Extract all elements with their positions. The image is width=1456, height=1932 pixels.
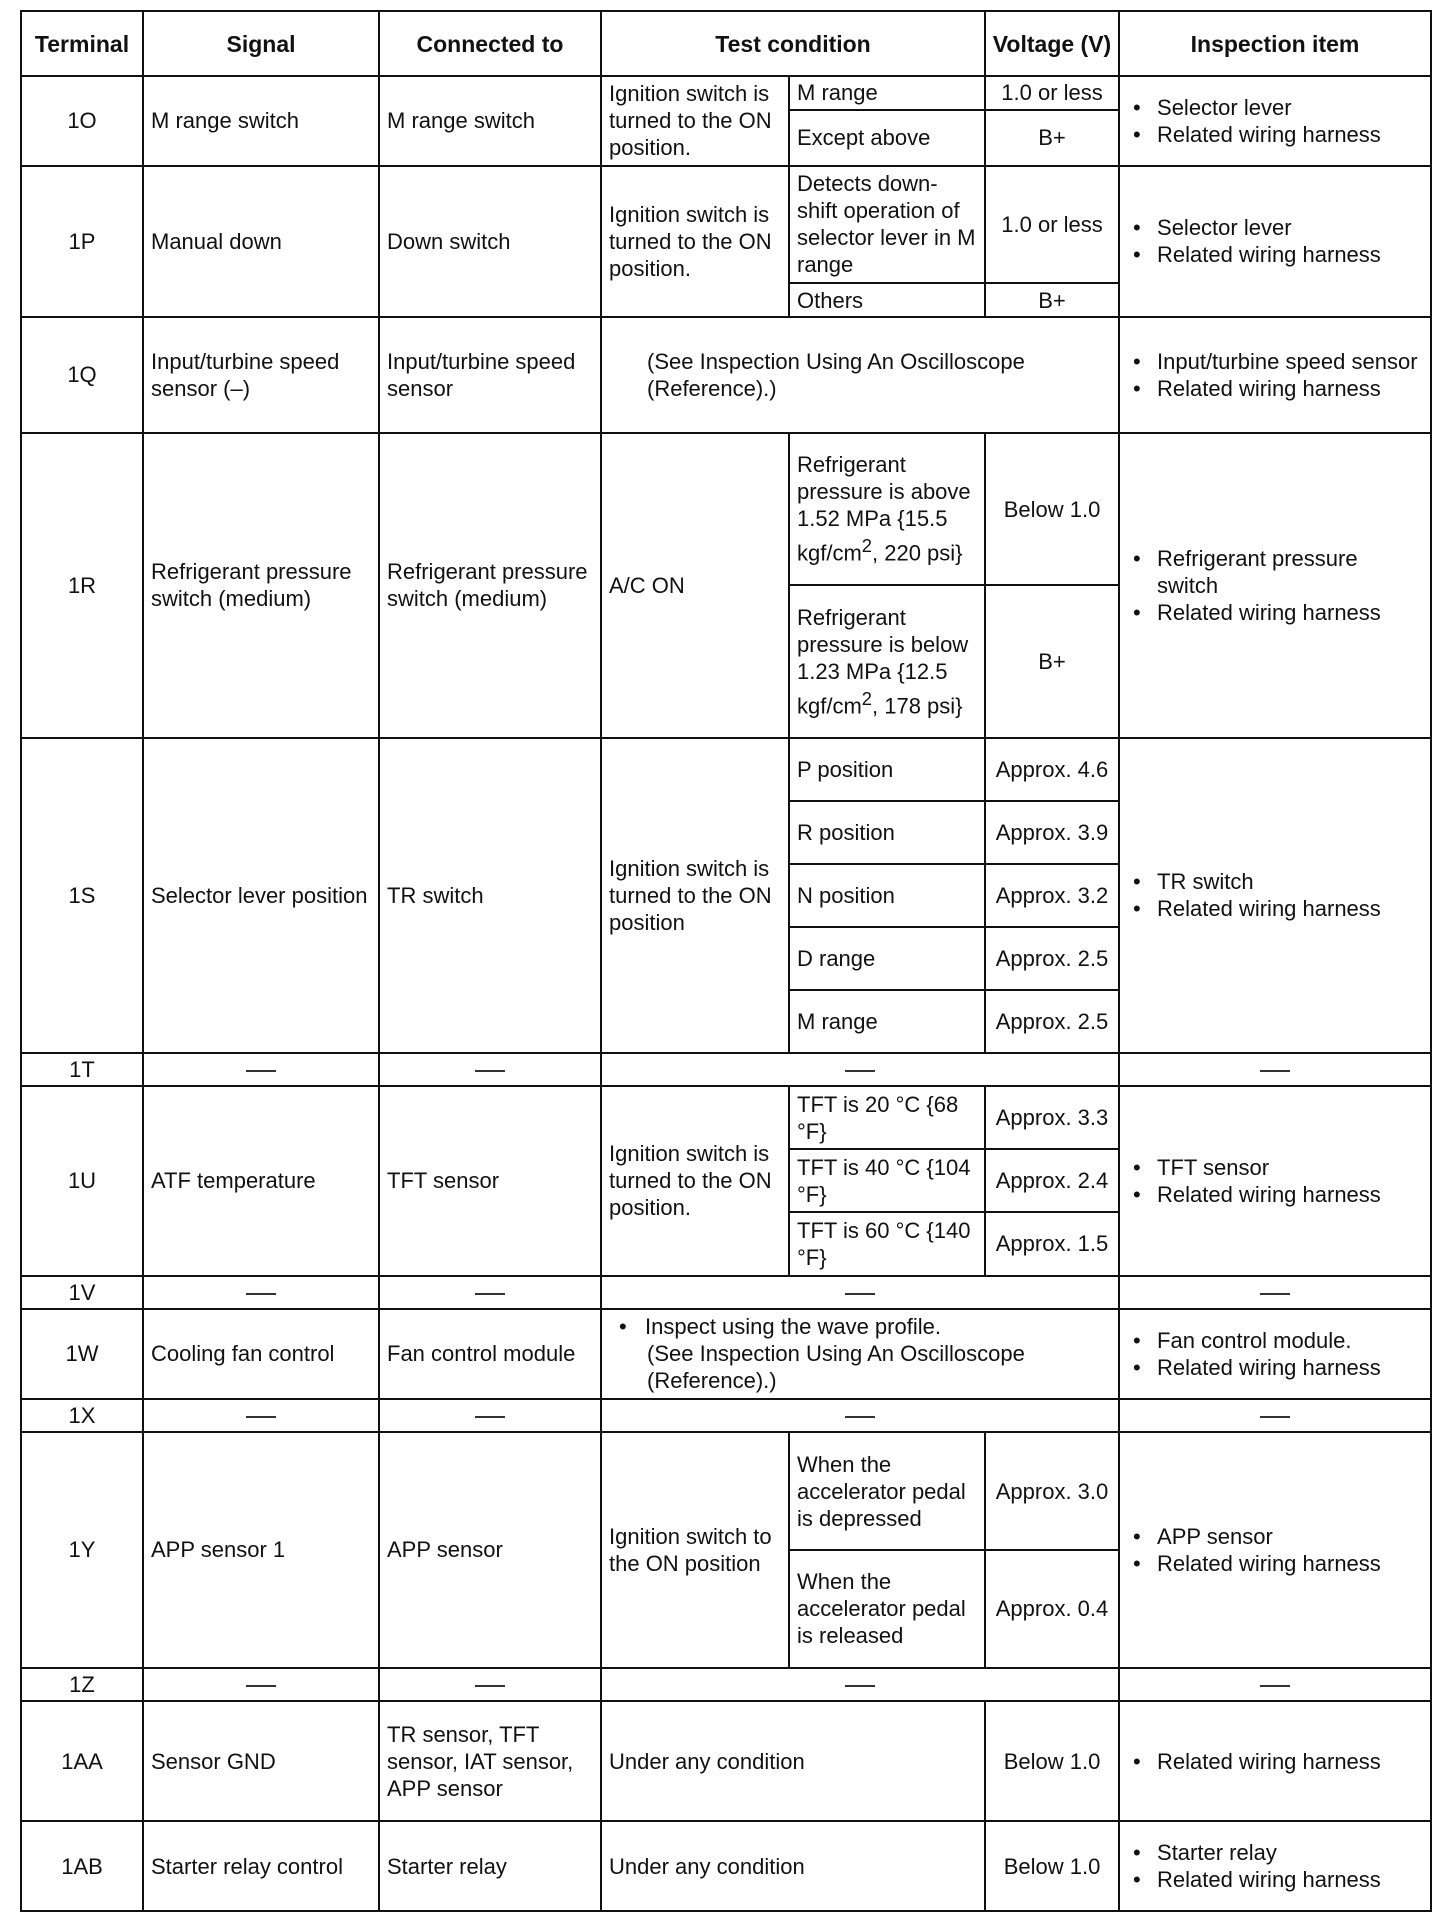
test-condition-cell: Ignition switch to the ON position — [601, 1432, 789, 1668]
signal-cell: Sensor GND — [143, 1701, 379, 1821]
terminal-cell: 1Q — [21, 317, 143, 433]
dash-cell — [379, 1668, 601, 1702]
table-row — [21, 166, 1431, 284]
dash-mark — [1260, 1416, 1290, 1418]
terminal-cell: 1AB — [21, 1821, 143, 1911]
voltage-cell: Approx. 0.4 — [985, 1550, 1119, 1668]
inspection-item: • Related wiring harness — [1127, 121, 1423, 148]
inspection-item: • Related wiring harness — [1127, 599, 1423, 626]
inspection-item: • Related wiring harness — [1127, 895, 1423, 922]
terminal-cell: 1U — [21, 1086, 143, 1275]
sub-condition-cell: Detects down-shift operation of selector lever in M range — [789, 166, 985, 284]
dash-cell — [601, 1276, 1119, 1310]
sub-condition-cell: When the accelerator pedal is released — [789, 1550, 985, 1668]
table-header-row — [21, 11, 1431, 76]
terminal-cell: 1O — [21, 76, 143, 165]
dash-mark — [246, 1685, 276, 1687]
table-row — [21, 1309, 1431, 1398]
voltage-cell: Below 1.0 — [985, 433, 1119, 585]
inspection-item: • Refrigerant pressure switch — [1127, 545, 1423, 599]
voltage-cell: 1.0 or less — [985, 166, 1119, 284]
inspection-item: • Selector lever — [1127, 214, 1423, 241]
connected-cell: TFT sensor — [379, 1086, 601, 1275]
voltage-cell: Approx. 3.9 — [985, 801, 1119, 864]
voltage-cell: Below 1.0 — [985, 1701, 1119, 1821]
dash-mark — [475, 1685, 505, 1687]
signal-cell: APP sensor 1 — [143, 1432, 379, 1668]
inspection-item: • APP sensor — [1127, 1523, 1423, 1550]
inspection-item: • Starter relay — [1127, 1839, 1423, 1866]
table-row — [21, 1086, 1431, 1149]
sub-condition-cell: TFT is 40 °C {104 °F} — [789, 1149, 985, 1212]
test-condition-item: • Inspect using the wave profile. — [609, 1313, 1111, 1340]
test-condition-cell: Ignition switch is turned to the ON position — [601, 738, 789, 1053]
table-row — [21, 1432, 1431, 1550]
signal-cell: Input/turbine speed sensor (–) — [143, 317, 379, 433]
connected-cell: Down switch — [379, 166, 601, 317]
test-condition-cell — [601, 1309, 1119, 1398]
table-row — [21, 433, 1431, 585]
dash-mark — [475, 1070, 505, 1072]
terminal-voltage-table — [20, 10, 1432, 1912]
dash-cell — [601, 1399, 1119, 1433]
connected-cell: Input/turbine speed sensor — [379, 317, 601, 433]
test-condition-cell: Ignition switch is turned to the ON position. — [601, 76, 789, 165]
connected-cell: TR sensor, TFT sensor, IAT sensor, APP sensor — [379, 1701, 601, 1821]
header-test-condition: Test condition — [601, 11, 985, 76]
dash-mark — [1260, 1685, 1290, 1687]
inspection-cell — [1119, 1309, 1431, 1398]
voltage-cell: Approx. 2.5 — [985, 927, 1119, 990]
inspection-cell — [1119, 1432, 1431, 1668]
terminal-cell: 1S — [21, 738, 143, 1053]
table-row — [21, 317, 1431, 433]
test-condition-cell: Ignition switch is turned to the ON position. — [601, 166, 789, 317]
connected-cell: M range switch — [379, 76, 601, 165]
voltage-cell: Approx. 3.2 — [985, 864, 1119, 927]
dash-cell — [143, 1399, 379, 1433]
voltage-cell: 1.0 or less — [985, 76, 1119, 110]
inspection-cell — [1119, 317, 1431, 433]
inspection-item: • Related wiring harness — [1127, 1748, 1423, 1775]
inspection-item: • Related wiring harness — [1127, 1354, 1423, 1381]
signal-cell: Refrigerant pressure switch (medium) — [143, 433, 379, 738]
test-condition-cell: A/C ON — [601, 433, 789, 738]
dash-cell — [379, 1399, 601, 1433]
sub-condition-cell: TFT is 60 °C {140 °F} — [789, 1212, 985, 1275]
dash-mark — [845, 1070, 875, 1072]
inspection-cell — [1119, 1701, 1431, 1821]
dash-cell — [1119, 1276, 1431, 1310]
dash-cell — [143, 1276, 379, 1310]
dash-mark — [1260, 1070, 1290, 1072]
test-condition-cell: Ignition switch is turned to the ON position. — [601, 1086, 789, 1275]
voltage-cell: Approx. 4.6 — [985, 738, 1119, 801]
signal-cell: Starter relay control — [143, 1821, 379, 1911]
test-condition-cell: Under any condition — [601, 1701, 985, 1821]
oscilloscope-note: (See Inspection Using An Oscilloscope (Reference).) — [647, 348, 1025, 401]
signal-cell: ATF temperature — [143, 1086, 379, 1275]
table-row — [21, 1701, 1431, 1821]
table-row — [21, 76, 1431, 110]
table-row — [21, 738, 1431, 801]
connected-cell: Refrigerant pressure switch (medium) — [379, 433, 601, 738]
dash-cell — [1119, 1399, 1431, 1433]
signal-cell: Manual down — [143, 166, 379, 317]
sub-condition-cell: Others — [789, 283, 985, 317]
dash-cell — [143, 1053, 379, 1087]
voltage-cell: Approx. 2.5 — [985, 990, 1119, 1053]
sub-condition-cell: Refrigerant pressure is below 1.23 MPa {12.5 kgf/$cm^2$, 178 psi} — [789, 585, 985, 737]
sub-condition-cell: M range — [789, 76, 985, 110]
terminal-cell: 1Y — [21, 1432, 143, 1668]
inspection-cell — [1119, 166, 1431, 317]
voltage-cell: Below 1.0 — [985, 1821, 1119, 1911]
header-voltage: Voltage (V) — [985, 11, 1119, 76]
inspection-item: • Related wiring harness — [1127, 375, 1423, 402]
inspection-item: • TR switch — [1127, 868, 1423, 895]
sub-condition-cell: TFT is 20 °C {68 °F} — [789, 1086, 985, 1149]
dash-mark — [845, 1685, 875, 1687]
header-inspection-item: Inspection item — [1119, 11, 1431, 76]
inspection-item: • Related wiring harness — [1127, 1181, 1423, 1208]
sub-condition-cell: P position — [789, 738, 985, 801]
dash-mark — [475, 1416, 505, 1418]
dash-cell — [143, 1668, 379, 1702]
terminal-cell: 1T — [21, 1053, 143, 1087]
dash-mark — [246, 1070, 276, 1072]
oscilloscope-note: (See Inspection Using An Oscilloscope (Reference).) — [647, 1341, 1025, 1394]
voltage-cell: Approx. 2.4 — [985, 1149, 1119, 1212]
voltage-cell: Approx. 3.0 — [985, 1432, 1119, 1550]
inspection-item: • Related wiring harness — [1127, 241, 1423, 268]
test-condition-cell: Under any condition — [601, 1821, 985, 1911]
sub-condition-cell: N position — [789, 864, 985, 927]
dash-mark — [246, 1293, 276, 1295]
terminal-cell: 1Z — [21, 1668, 143, 1702]
dash-cell — [379, 1053, 601, 1087]
connected-cell: Fan control module — [379, 1309, 601, 1398]
dash-mark — [845, 1416, 875, 1418]
connected-cell: TR switch — [379, 738, 601, 1053]
sub-condition-cell: Except above — [789, 110, 985, 166]
dash-mark — [1260, 1293, 1290, 1295]
inspection-item: • Input/turbine speed sensor — [1127, 348, 1423, 375]
sub-condition-cell: R position — [789, 801, 985, 864]
inspection-item: • Related wiring harness — [1127, 1866, 1423, 1893]
terminal-cell: 1R — [21, 433, 143, 738]
connected-cell: APP sensor — [379, 1432, 601, 1668]
sub-condition-cell: M range — [789, 990, 985, 1053]
dash-mark — [845, 1293, 875, 1295]
table-row-empty — [21, 1399, 1431, 1433]
dash-cell — [601, 1668, 1119, 1702]
test-condition-cell — [601, 317, 1119, 433]
sub-condition-cell: Refrigerant pressure is above 1.52 MPa {15.5 kgf/$cm^2$, 220 psi} — [789, 433, 985, 585]
inspection-cell — [1119, 738, 1431, 1053]
header-terminal: Terminal — [21, 11, 143, 76]
signal-cell: M range switch — [143, 76, 379, 165]
inspection-cell — [1119, 1821, 1431, 1911]
terminal-cell: 1V — [21, 1276, 143, 1310]
inspection-item: • Related wiring harness — [1127, 1550, 1423, 1577]
table-row-empty — [21, 1053, 1431, 1087]
dash-cell — [601, 1053, 1119, 1087]
inspection-cell — [1119, 433, 1431, 738]
voltage-cell: B+ — [985, 283, 1119, 317]
terminal-cell: 1W — [21, 1309, 143, 1398]
dash-cell — [1119, 1668, 1431, 1702]
connected-cell: Starter relay — [379, 1821, 601, 1911]
header-connected-to: Connected to — [379, 11, 601, 76]
inspection-cell — [1119, 76, 1431, 165]
table-row — [21, 1821, 1431, 1911]
table-row-empty — [21, 1276, 1431, 1310]
voltage-cell: B+ — [985, 110, 1119, 166]
inspection-cell — [1119, 1086, 1431, 1275]
inspection-item: • TFT sensor — [1127, 1154, 1423, 1181]
signal-cell: Cooling fan control — [143, 1309, 379, 1398]
dash-mark — [475, 1293, 505, 1295]
terminal-cell: 1P — [21, 166, 143, 317]
voltage-cell: Approx. 3.3 — [985, 1086, 1119, 1149]
terminal-cell: 1AA — [21, 1701, 143, 1821]
sub-condition-cell: D range — [789, 927, 985, 990]
table-row-empty — [21, 1668, 1431, 1702]
signal-cell: Selector lever position — [143, 738, 379, 1053]
inspection-item: • Selector lever — [1127, 94, 1423, 121]
inspection-item: • Fan control module. — [1127, 1327, 1423, 1354]
sub-condition-cell: When the accelerator pedal is depressed — [789, 1432, 985, 1550]
dash-cell — [379, 1276, 601, 1310]
voltage-cell: Approx. 1.5 — [985, 1212, 1119, 1275]
header-signal: Signal — [143, 11, 379, 76]
voltage-cell: B+ — [985, 585, 1119, 737]
terminal-cell: 1X — [21, 1399, 143, 1433]
dash-cell — [1119, 1053, 1431, 1087]
dash-mark — [246, 1416, 276, 1418]
